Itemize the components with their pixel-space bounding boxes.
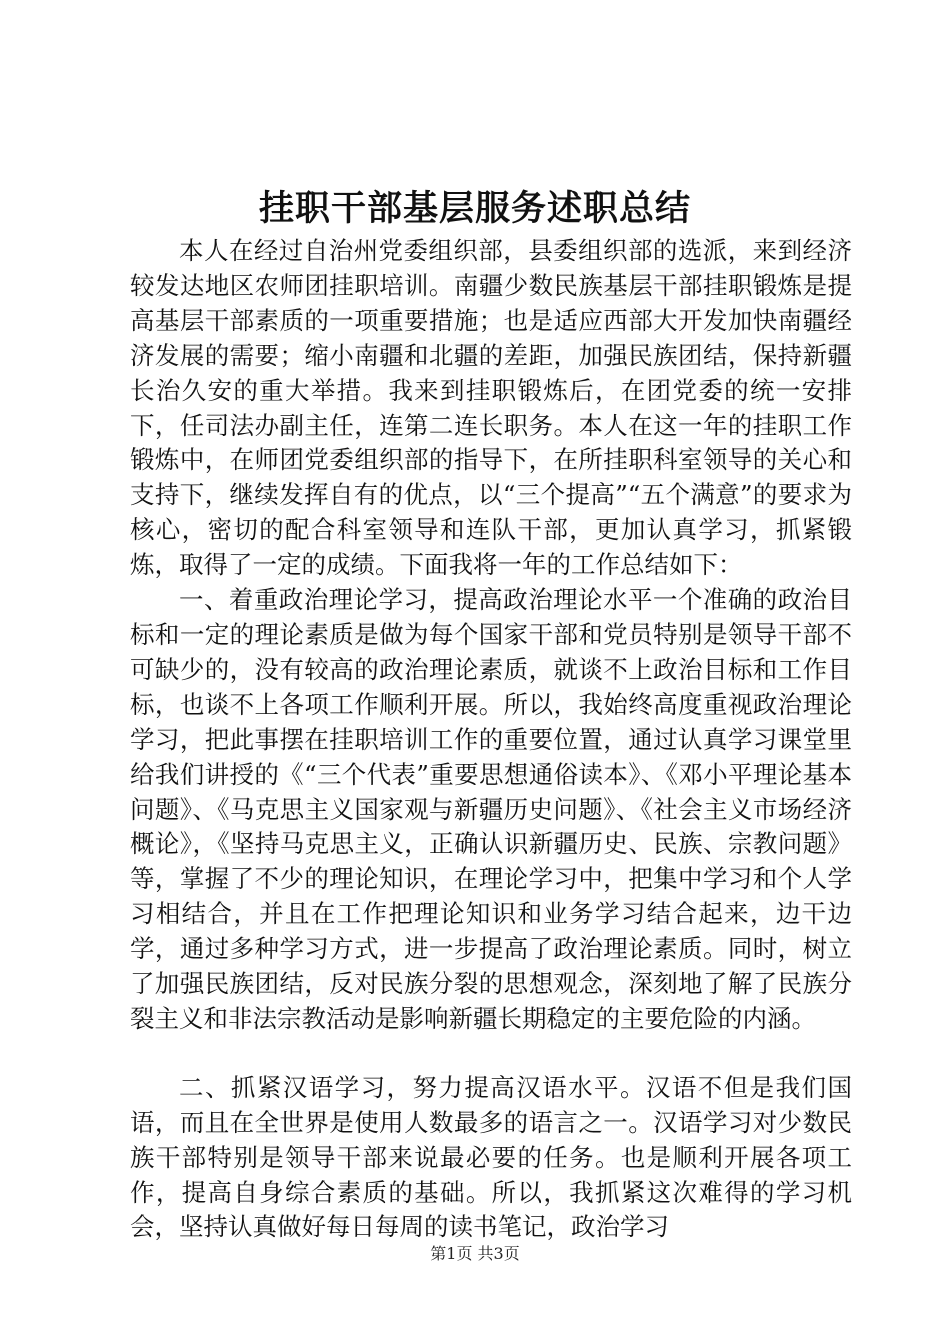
paragraph-political-study: 一、着重政治理论学习，提高政治理论水平一个准确的政治目标和一定的理论素质是做为每个国家干部和党员特别是领导干部不可缺少的，没有较高的政治理论素质，就谈不上政治目标和工作目标，也谈不上各项工作顺利开展。所以，我始终高度重视政治理论学习，把此事摆在挂职培训工作的重要位置，通过认真学习课堂里给我们讲授的《“三个代表”重要思想通俗读本》、《邓小平理论基本问题》、《马克思主义国家观与新疆历史问题》、《社会主义市场经济概论》，《坚持马克思主义，正确认识新疆历史、民族、宗教问题》等，掌握了不少的理论知识，在理论学习中，把集中学习和个人学习相结合，并且在工作把理论知识和业务学习结合起来，边干边学，通过多种学习方式，进一步提高了政治理论素质。同时，树立了加强民族团结，反对民族分裂的思想观念，深刻地了解了民族分裂主义和非法宗教活动是影响新疆长期稳定的主要危险的内涵。 xyxy=(130,585,852,1033)
document-body xyxy=(130,234,852,1245)
paragraph-chinese-study: 二、抓紧汉语学习，努力提高汉语水平。汉语不但是我们国语，而且在全世界是使用人数最多的语言之一。汉语学习对少数民族干部特别是领导干部来说最必要的任务。也是顺利开展各项工作，提高自身综合素质的基础。所以，我抓紧这次难得的学习机会，坚持认真做好每日每周的读书笔记，政治学习 xyxy=(130,1072,852,1242)
document-title: 挂职干部基层服务述职总结 xyxy=(258,188,691,229)
paragraph-intro: 本人在经过自治州党委组织部，县委组织部的选派，来到经济较发达地区农师团挂职培训。南疆少数民族基层干部挂职锻炼是提高基层干部素质的一项重要措施；也是适应西部大开发加快南疆经济发展的需要；缩小南疆和北疆的差距，加强民族团结，保持新疆长治久安的重大举措。我来到挂职锻炼后，在团党委的统一安排下，任司法办副主任，连第二连长职务。本人在这一年的挂职工作锻炼中，在师团党委组织部的指导下，在所挂职科室领导的关心和支持下，继续发挥自有的优点，以“三个提高”“五个满意”的要求为核心，密切的配合科室领导和连队干部，更加认真学习，抓紧锻炼，取得了一定的成绩。下面我将一年的工作总结如下： xyxy=(130,236,852,580)
page-number-footer: 第1页 共3页 xyxy=(430,1244,520,1263)
